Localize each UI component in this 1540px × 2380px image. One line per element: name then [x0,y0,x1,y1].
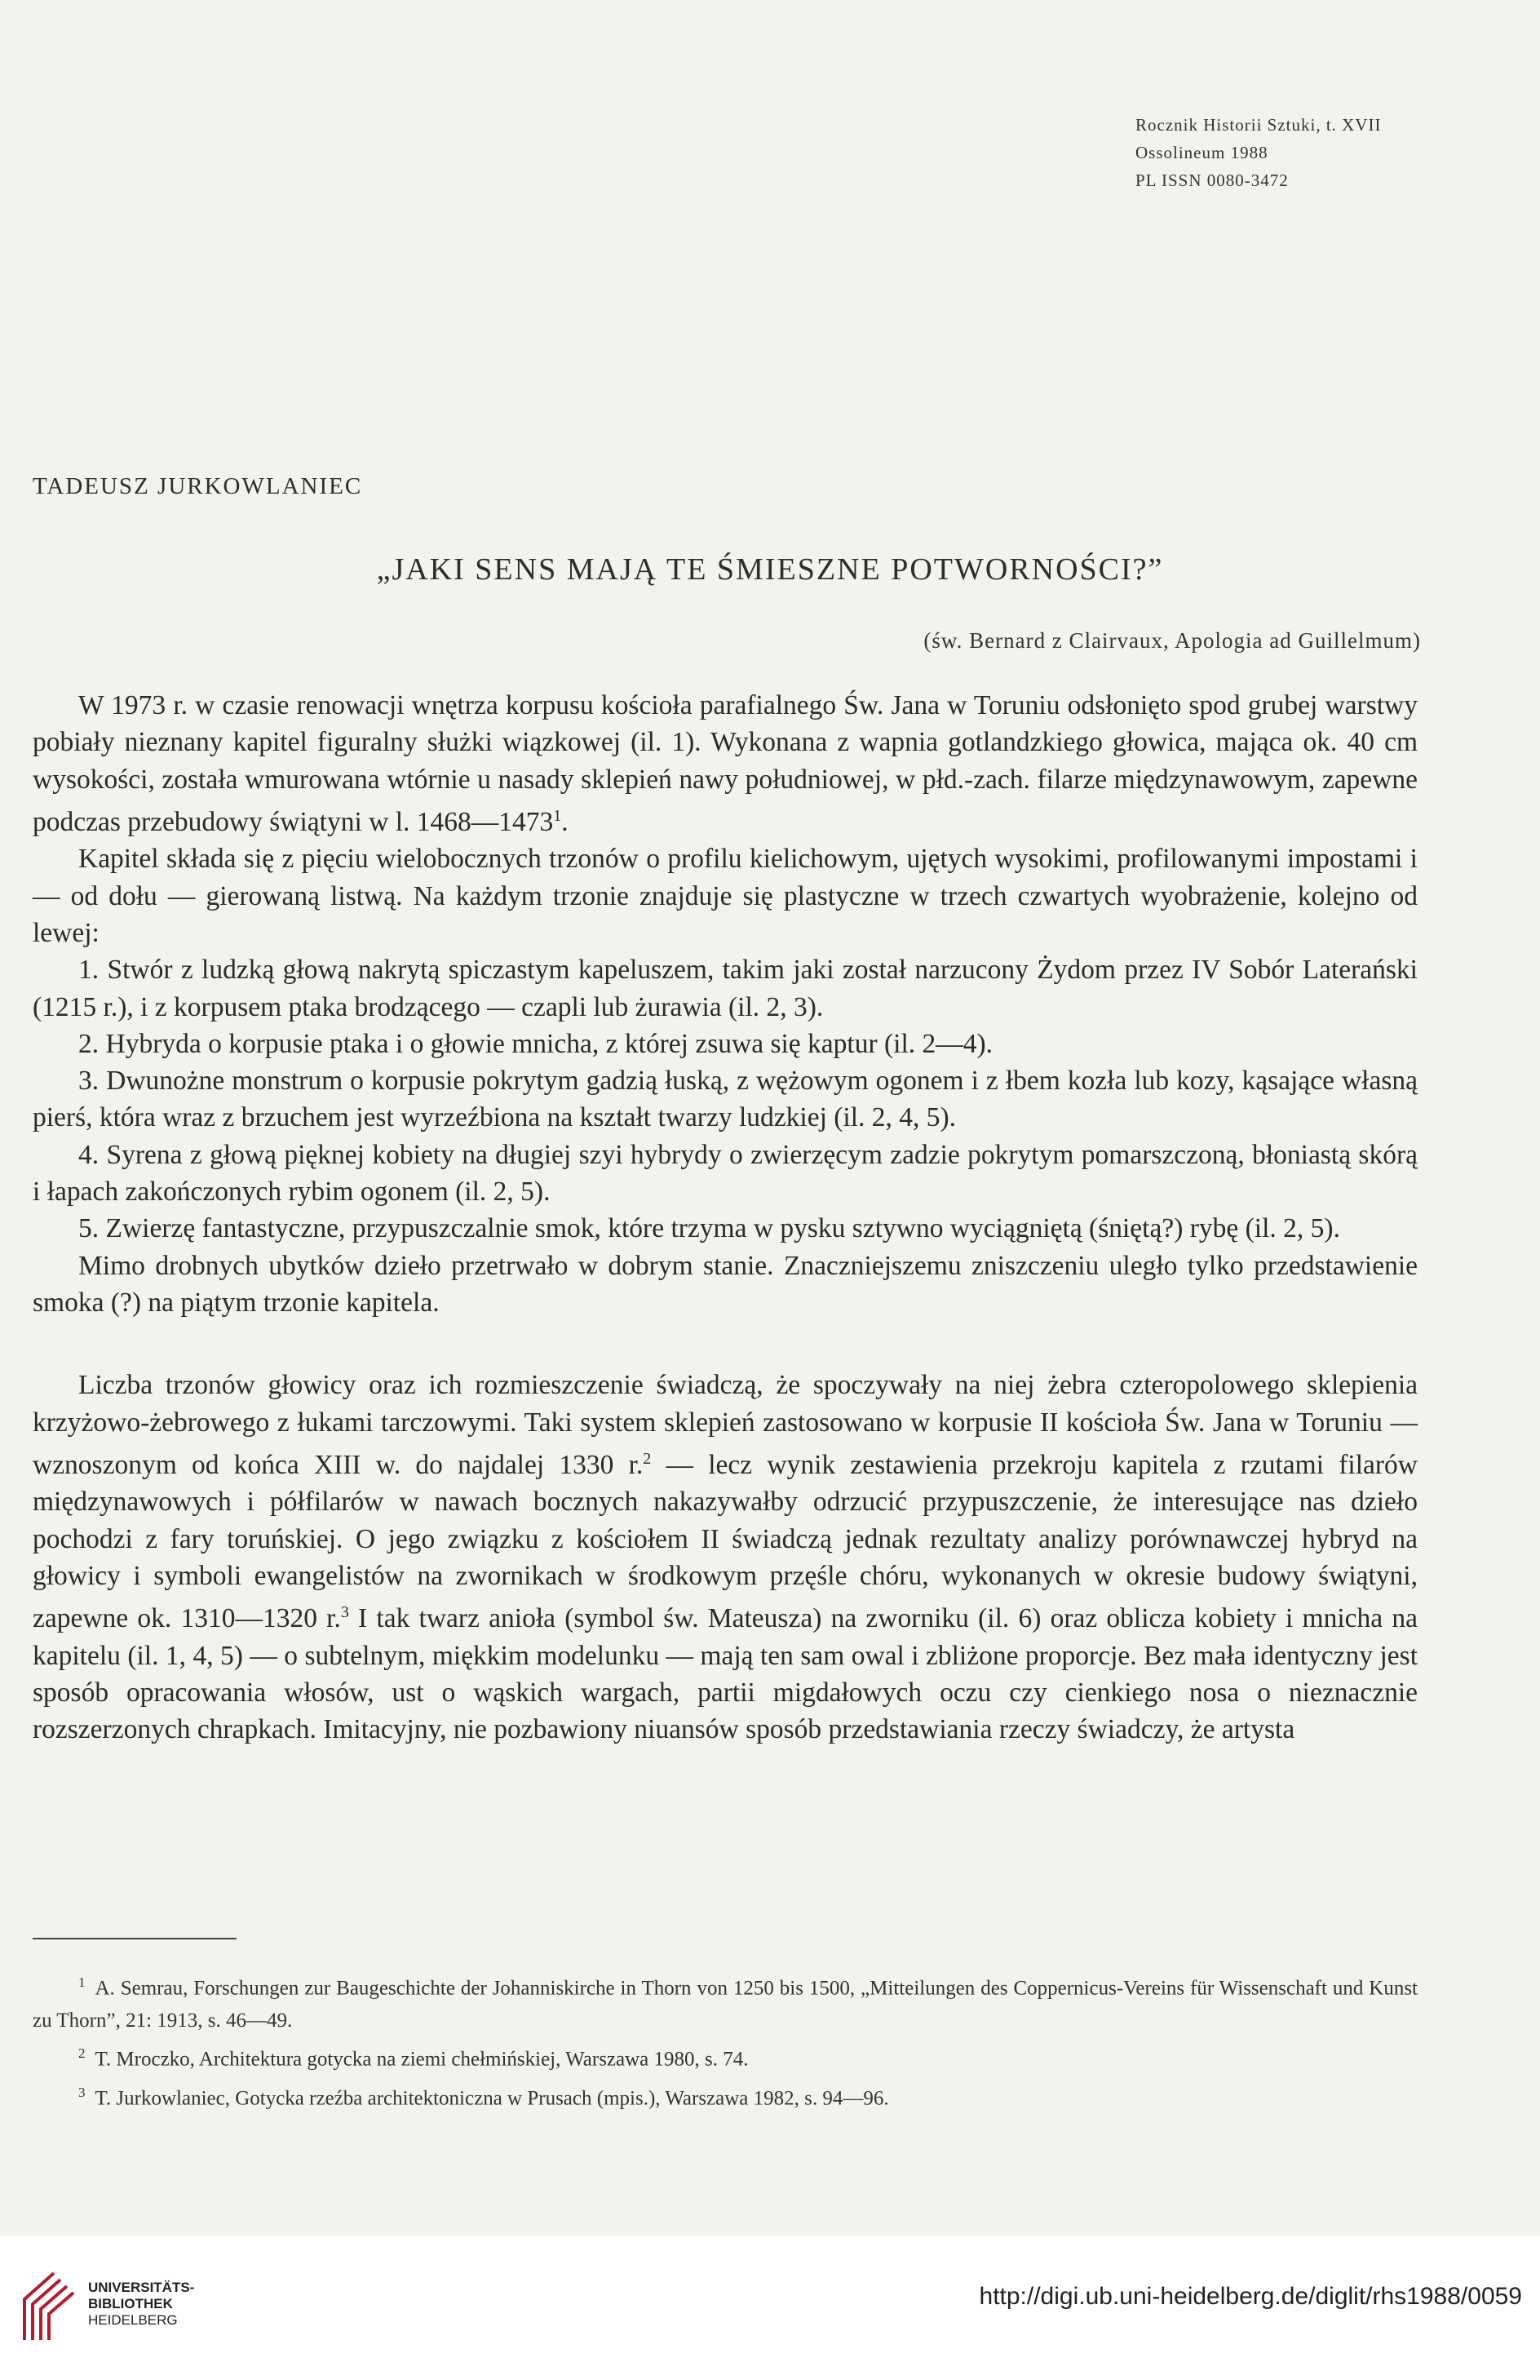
footnote-mark: 2 [643,1449,652,1468]
paragraph: Mimo drobnych ubytków dzieło przetrwało w dobrym stanie. Znaczniejszemu zniszczeniu uległo tylko przedstawienie smoka (?) na piątym trzonie kapitela. [33,1250,1418,1318]
article-author: TADEUSZ JURKOWLANIEC [33,473,363,499]
list-item: 2. Hybryda o korpusie ptaka i o głowie mnicha, z której zsuwa się kaptur (il. 2—4). [78,1028,993,1059]
source-url-link[interactable]: http://digi.ub.uni-heidelberg.de/diglit/rhs1988/0059 [979,2283,1522,2310]
journal-header [1135,111,1381,194]
footnote-mark: 1 [553,806,562,825]
list-item: 4. Syrena z głową pięknej kobiety na długiej szyi hybrydy o zwierzęcym zadzie pokrytym pomarszczoną, błoniastą skórą i łapach zakończonych rybim ogonem (il. 2, 5). [33,1139,1418,1208]
library-logo-icon [16,2267,82,2345]
footnote-mark: 3 [340,1603,349,1622]
paragraph: W 1973 r. w czasie renowacji wnętrza korpusu kościoła parafialnego Św. Jana w Toruniu odsłonięto spod grubej warstwy pobiały nieznany kapitel figuralny służki wiązkowej (il. 1). Wykonana z wapnia gotlandzkiego głowica, mająca ok. 40 cm wysokości, została wmurowana wtórnie u nasady sklepień nawy południowej, w płd.-zach. filarze międzynawowym, zapewne podczas przebudowy świątyni w l. 1468—1473$^1$. [33,690,1418,838]
list-item: 5. Zwierzę fantastyczne, przypuszczalnie smok, które trzyma w pysku sztywno wyciągniętą (śniętą?) rybę (il. 2, 5). [78,1213,1340,1244]
footnote: $^3$ T. Jurkowlaniec, Gotycka rzeźba architektoniczna w Prusach (mpis.), Warszawa 1982, s. 94—96. [78,2084,889,2109]
paragraph: Liczba trzonów głowicy oraz ich rozmieszczenie świadczą, że spoczywały na niej żebra czteropolowego sklepienia krzyżowo-żebrowego z łukami tarczowymi. Taki system sklepień zastosowano w korpusie II kościoła Św. Jana w Toruniu — wznoszonym od końca XIII w. do najdalej 1330 r.$^2$ — lecz wynik zestawienia przekroju kapitela z rzutami filarów międzynawowych i półfilarów w nawach bocznych nakazywałby odrzucić przypuszczenie, że interesujące nas dzieło pochodzi z fary toruńskiej. O jego związku z kościołem II świadczą jednak rezultaty analizy porównawczej hybryd na głowicy i symboli ewangelistów na zwornikach w środkowym przęśle chóru, wykonanych w okresie budowy świątyni, zapewne ok. 1310—1320 r.$^3$ I tak twarz anioła (symbol św. Mateusza) na zworniku (il. 6) oraz oblicza kobiety i mnicha na kapitelu (il. 1, 4, 5) — o subtelnym, miękkim modelunku — mają ten sam owal i zbliżone proporcje. Bez mała identyczny jest sposób opracowania włosów, ust o wąskich wargach, partii migdałowych oczu czy cienkiego nosa o nieznacznie rozszerzonych chrapkach. Imitacyjny, nie pozbawiony niuansów sposób przedstawiania rzeczy świadczy, że artysta [33,1370,1418,1745]
issn: PL ISSN 0080-3472 [1135,171,1289,190]
list-item: 1. Stwór z ludzką głową nakrytą spiczastym kapeluszem, takim jaki został narzucony Żydom przez IV Sobór Laterański (1215 r.), i z korpusem ptaka brodzącego — czapli lub żurawia (il. 2, 3). [33,955,1418,1022]
footnote: $^1$ A. Semrau, Forschungen zur Baugeschichte der Johanniskirche in Thorn von 1250 bis 1500, „Mitteilungen des Coppernicus-Vereins für Wissenschaft und Kunst zu Thorn”, 21: 1913, s. 46—49. [33,1974,1418,2032]
library-name: UNIVERSITÄTS- BIBLIOTHEK HEIDELBERG [88,2280,195,2328]
footnote-divider [33,1938,237,1939]
paragraph: Kapitel składa się z pięciu wielobocznych trzonów o profilu kielichowym, ujętych wysokimi, profilowanymi impostami i — od dołu — gierowaną listwą. Na każdym trzonie znajduje się plastyczne w trzech czwartych wyobrażenie, kolejno od lewej: [33,844,1418,948]
footnotes [33,1966,1418,2115]
list-item: 3. Dwunożne monstrum o korpusie pokrytym gadzią łuską, z wężowym ogonem i z łbem kozła lub kozy, kąsające własną pierś, która wraz z brzuchem jest wyrzeźbiona na kształt twarzy ludzkiej (il. 2, 4, 5). [33,1066,1418,1133]
article-epigraph: (św. Bernard z Clairvaux, Apologia ad Guillelmum) [923,628,1421,653]
journal-name: Rocznik Historii Sztuki, t. XVII [1135,115,1382,135]
article-title: „JAKI SENS MAJĄ TE ŚMIESZNE POTWORNOŚCI?” [376,552,1164,587]
footnote: $^2$ T. Mroczko, Architektura gotycka na ziemi chełmińskiej, Warszawa 1980, s. 74. [78,2045,749,2071]
article-body [33,687,1418,1748]
publisher: Ossolineum 1988 [1135,143,1268,162]
